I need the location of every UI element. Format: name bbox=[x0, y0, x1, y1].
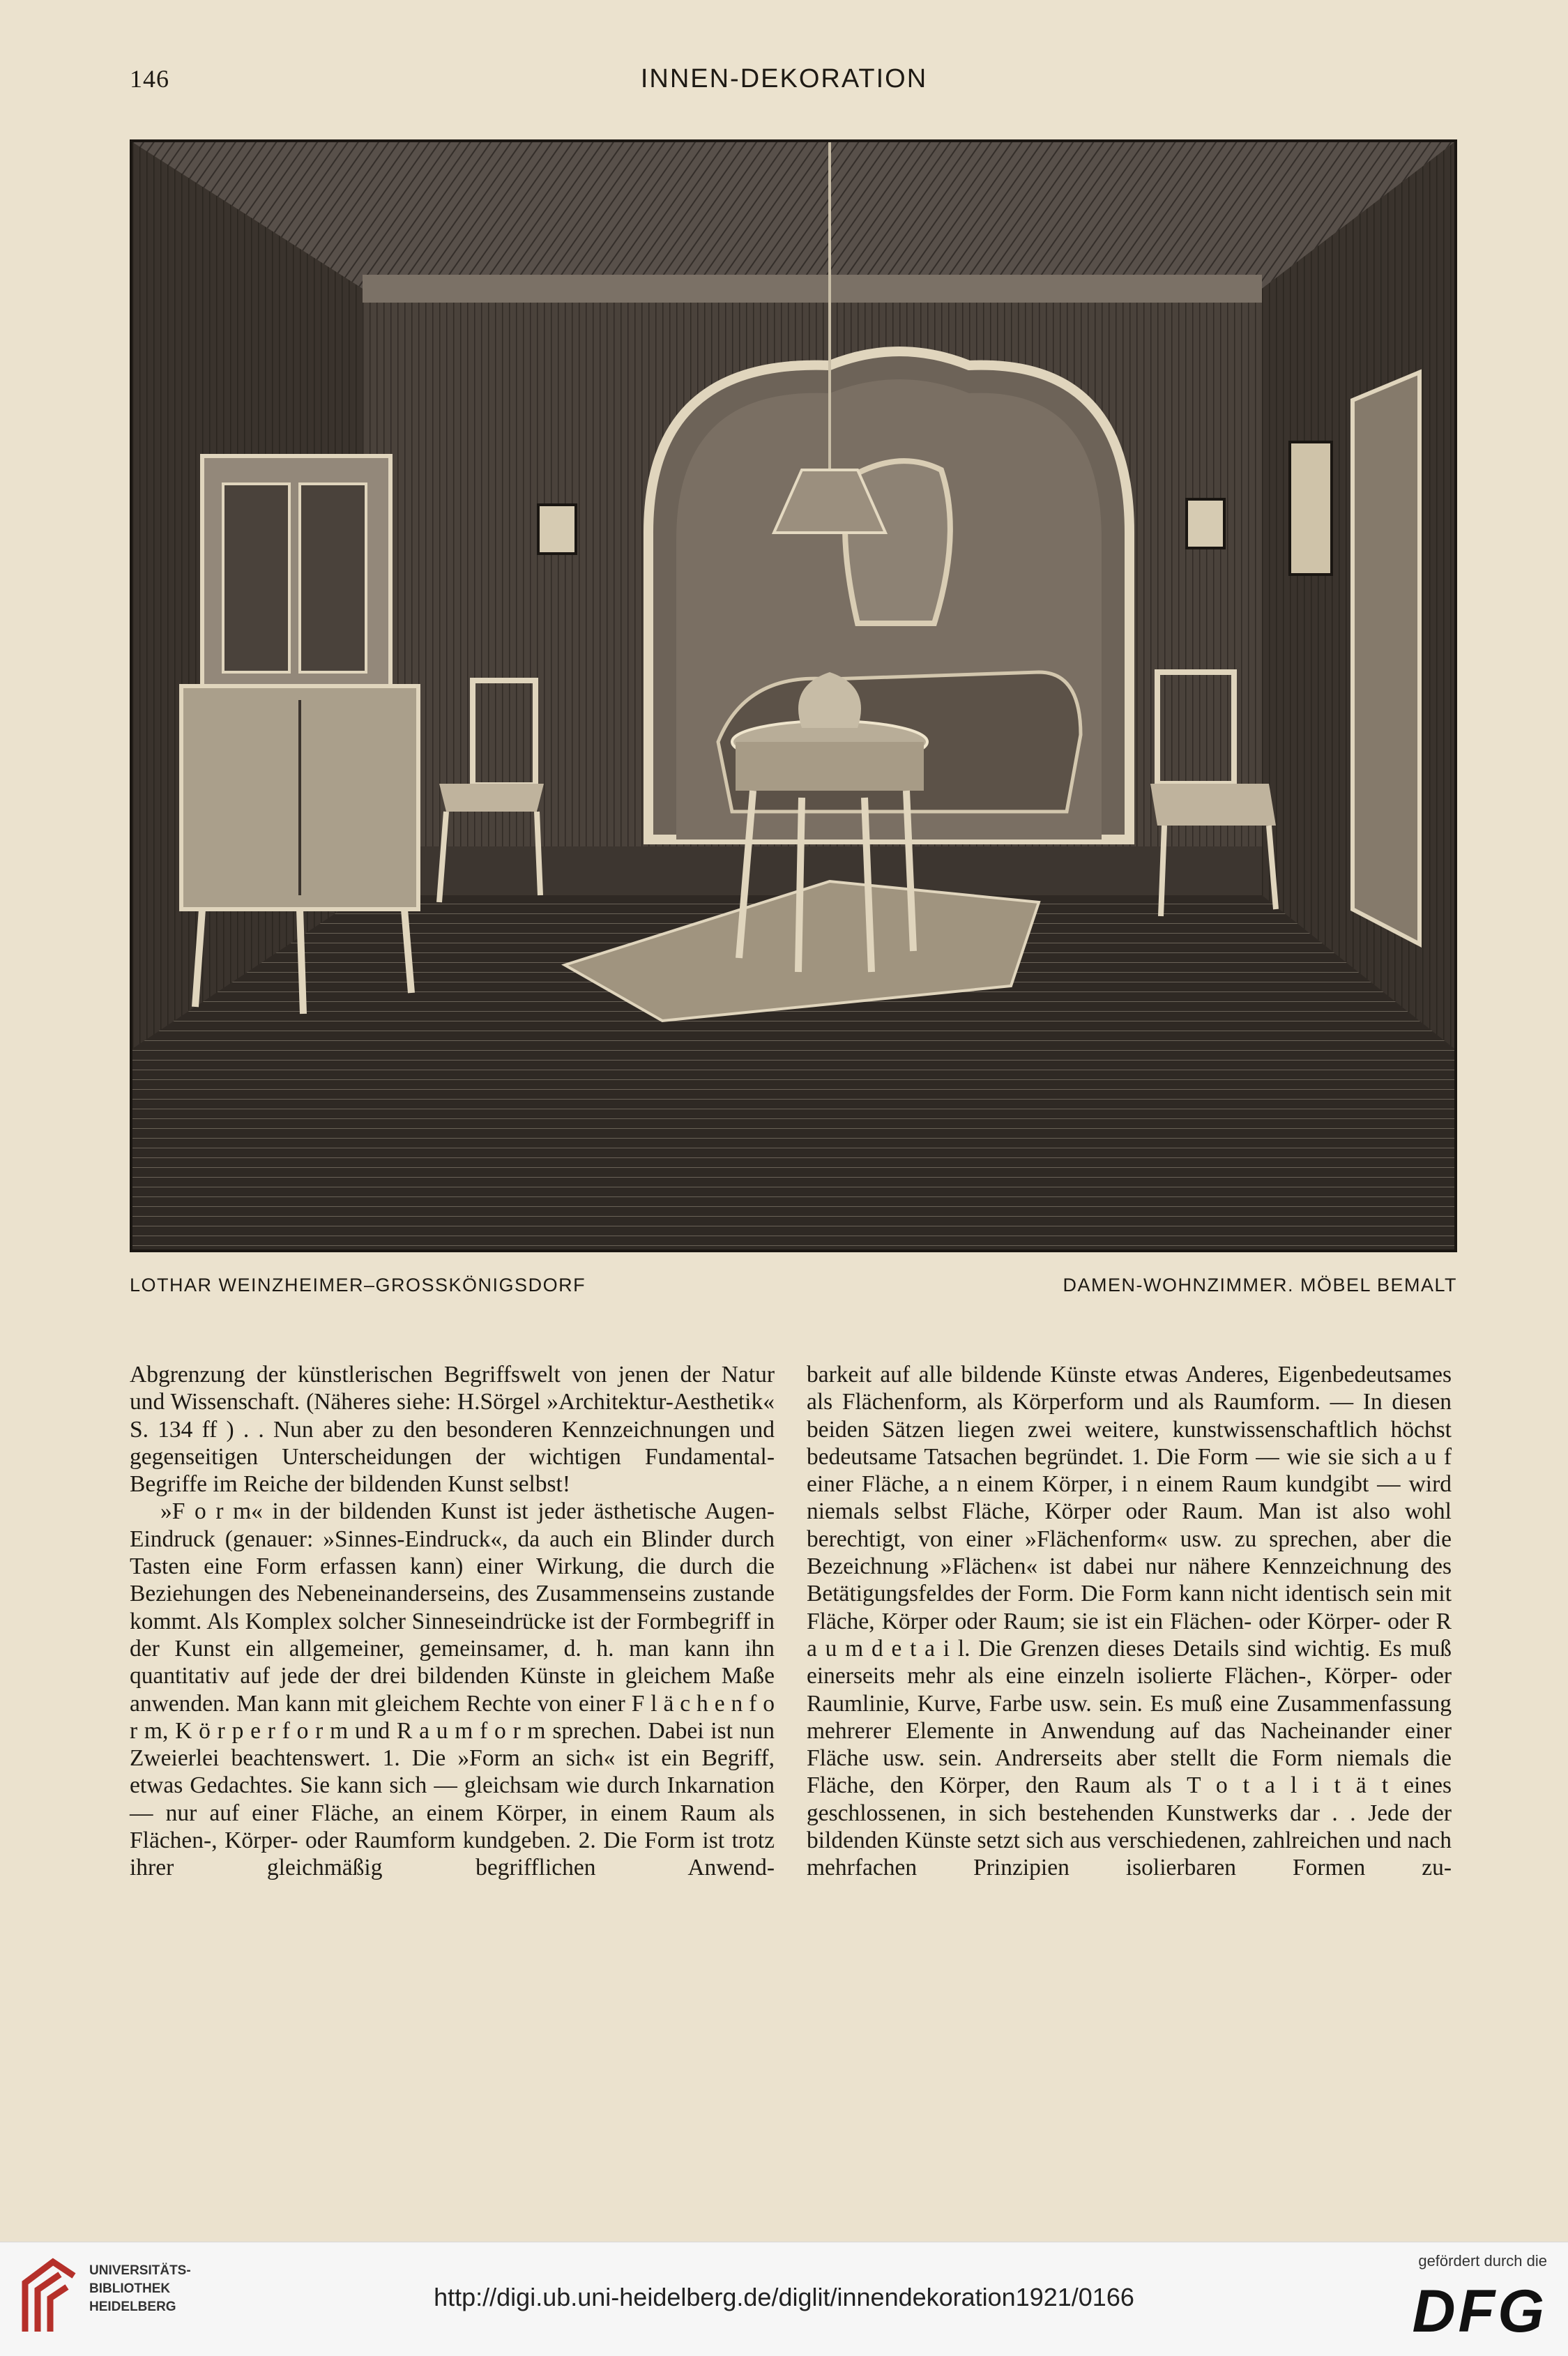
library-line: BIBLIOTHEK bbox=[89, 2281, 171, 2296]
running-title: INNEN-DEKORATION bbox=[640, 64, 928, 93]
paragraph: barkeit auf alle bildende Künste etwas Anderes, Eigenbedeutsames als Flächenform, als Körperform und als Raumform. — In diesen beiden Sätzen liegen zwei weitere, kunstwissenschaftlich höchst bedeutsame Tatsachen begründet. 1. Die Form — wie sie sich a u f einer Fläche, a n einem Körper, i n einem Raum kundgibt — wird niemals selbst Fläche, Körper oder Raum. Man ist also wohl berechtigt, von einer »Flächenform« usw. zu sprechen, aber die Bezeichnung »Flächen« ist dabei nur nähere Kennzeichnung des Betätigungsfeldes der Form. Die Form kann nicht identisch sein mit Fläche, Körper oder Raum; sie ist ein Flächen- oder Körper- oder R a u m d e t a i l. Die Grenzen dieses Details sind wichtig. Es muß einerseits mehr als eine einzeln isolierte Flächen-, Körper- oder Raumlinie, Kurve, Farbe usw. sein. Es muß eine Zusammenfassung mehrerer Elemente in Anwendung auf das Nacheinander einer Fläche usw. sein. Andrerseits aber stellt die Form niemals die Fläche, den Körper, den Raum als T o t a l i t ä t eines geschlossenen, in sich bestehenden Kunstwerks dar . . Jede der bildenden Künste setzt sich aus verschiedenen, zahlreichen und nach mehrfachen Prinzipien isolierbaren Formen zu- bbox=[807, 1362, 1452, 1881]
page-number: 146 bbox=[130, 65, 169, 93]
digitization-footer bbox=[0, 2242, 1568, 2356]
illustration-plate bbox=[130, 139, 1457, 1252]
text-column-right bbox=[807, 1361, 1452, 1882]
caption-artist: LOTHAR WEINZHEIMER–GROSSKÖNIGSDORF bbox=[130, 1275, 586, 1295]
library-line: UNIVERSITÄTS- bbox=[89, 2263, 191, 2278]
dfg-logo: DFG bbox=[1412, 2278, 1547, 2345]
text-column-left bbox=[130, 1361, 775, 1882]
paragraph: Abgrenzung der künstlerischen Begriffswelt von jenen der Natur und Wissenschaft. (Näheres siehe: H.Sörgel »Architektur-Aesthetik« S. 134 ff ) . . Nun aber zu den besonderen Kennzeichnungen und gegenseitigen Unterscheidungen der wichtigen Fundamental-Begriffe im Reiche der bildenden Kunst selbst! bbox=[130, 1362, 775, 1498]
paragraph: »F o r m« in der bildenden Kunst ist jeder ästhetische Augen-Eindruck (genauer: »Sinnes-Eindruck«, da auch ein Blinder durch Tasten eine Form erfassen kann) einer Wirkung, die durch die Beziehungen des Nebeneinanderseins, des Zusammenseins zustande kommt. Als Komplex solcher Sinneseindrücke ist der Formbegriff in der Kunst ein allgemeiner, gemeinsamer, d. h. man kann ihn quantitativ auf jede der drei bildenden Künste in gleichem Maße anwenden. Man kann mit gleichem Rechte von einer F l ä c h e n f o r m, K ö r p e r f o r m und R a u m f o r m sprechen. Dabei ist nun Zweierlei beachtenswert. 1. Die »Form an sich« ist ein Begriff, etwas Gedachtes. Sie kann sich — gleichsam wie durch Inkarnation — nur auf einer Fläche, an einem Körper, in einem Raum als Flächen-, Körper- oder Raumform kundgeben. 2. Die Form ist trotz ihrer gleichmäßig begrifflichen Anwend- bbox=[130, 1498, 775, 1881]
library-line: HEIDELBERG bbox=[89, 2300, 176, 2314]
interior-etching bbox=[132, 142, 1454, 1249]
caption-title: DAMEN-WOHNZIMMER. MÖBEL BEMALT bbox=[1063, 1275, 1457, 1295]
sponsor-caption: gefördert durch die bbox=[1418, 2252, 1547, 2270]
permalink[interactable]: http://digi.ub.uni-heidelberg.de/diglit/innendekoration1921/0166 bbox=[434, 2283, 1134, 2311]
